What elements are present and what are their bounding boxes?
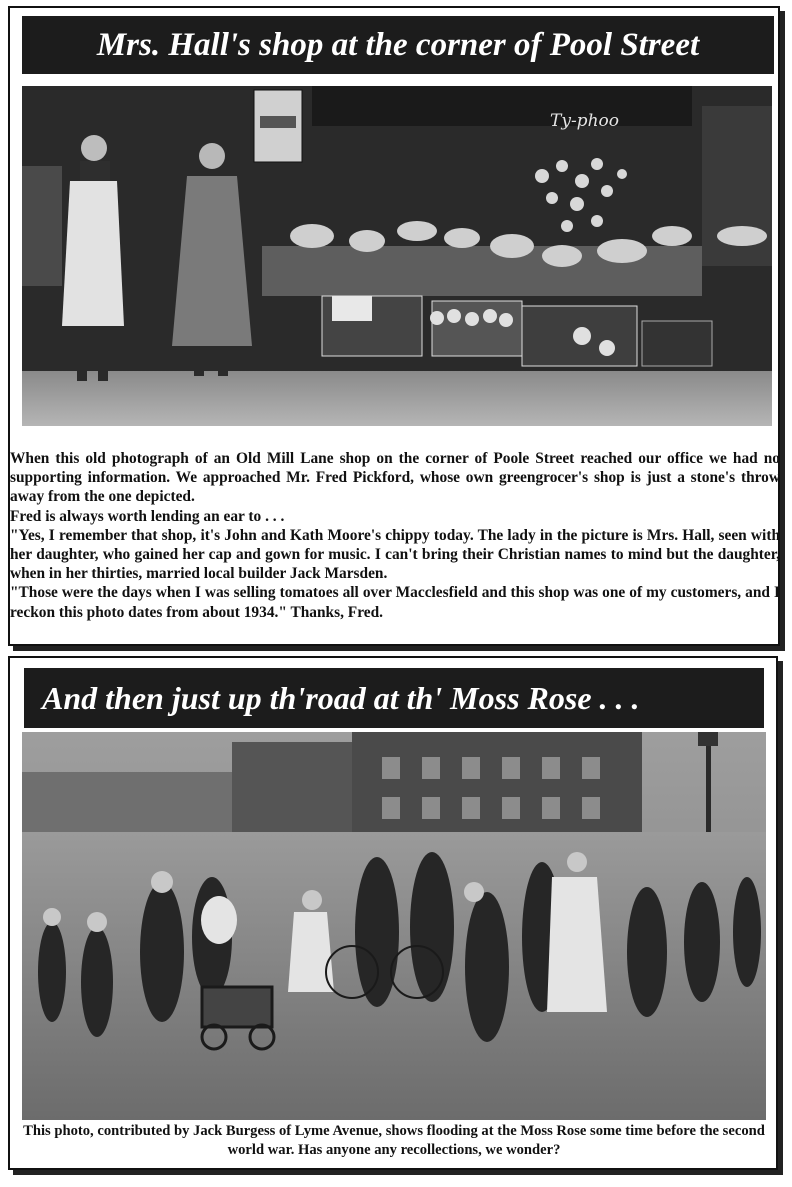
article-paragraph: "Yes, I remember that shop, it's John and Kath Moore's chippy today. The lady in the picture is Mrs. Hall, seen with her daughter, who gained her cap and gown for music. I can't bring their Christian names to mind but the daughter, when in her thirties, married local builder Jack Marsden. [10, 526, 780, 583]
article-body-shop [10, 449, 780, 622]
article-title-moss-rose: And then just up th'road at th' Moss Rose . . . [24, 668, 764, 728]
article-paragraph: "Those were the days when I was selling tomatoes all over Macclesfield and this shop was one of my customers, and I reckon this photo dates from about 1934." Thanks, Fred. [10, 584, 780, 621]
article-panel-shop [8, 6, 780, 646]
shop-sign-text: Ty-phoo [550, 111, 619, 131]
article-title-shop: Mrs. Hall's shop at the corner of Pool Street [22, 16, 774, 74]
article-panel-moss-rose [8, 656, 778, 1170]
article-paragraph: When this old photograph of an Old Mill Lane shop on the corner of Poole Street reached our office we had no supporting information. We approached Mr. Fred Pickford, whose own greengrocer's shop is just a stone's throw away from the one depicted. [10, 450, 780, 506]
shop-photo-illustration [22, 86, 772, 426]
photo-caption-moss-rose: This photo, contributed by Jack Burgess of Lyme Avenue, shows flooding at the Moss Rose some time before the second world war. Has anyone any recollections, we wonder? [23, 1123, 765, 1158]
photo-shop-front [22, 86, 772, 426]
photo-moss-rose-flood [22, 732, 766, 1120]
flood-photo-illustration [22, 732, 766, 1120]
article-paragraph: Fred is always worth lending an ear to . . . [10, 507, 285, 525]
